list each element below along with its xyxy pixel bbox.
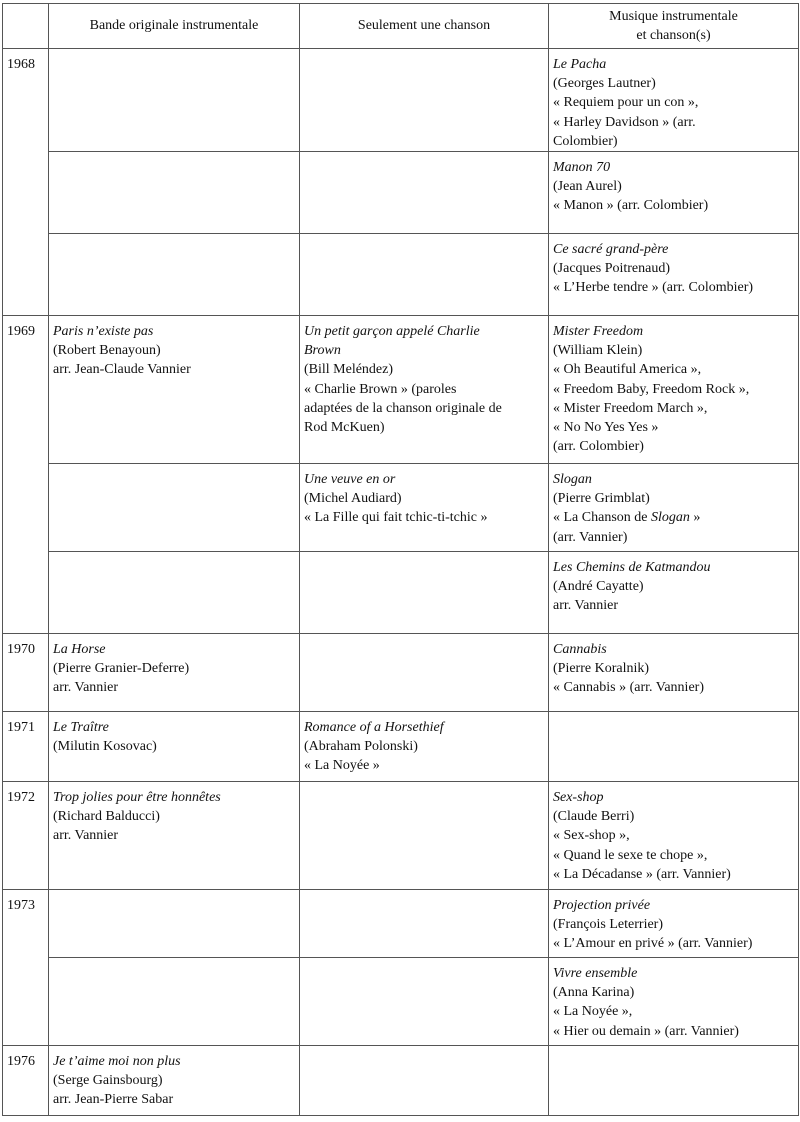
year-cell: 1973 [3,890,49,1046]
year-cell: 1971 [3,712,49,782]
year-cell: 1972 [3,782,49,890]
cell-line: Colombier) [553,133,618,149]
cell-line: (François Leterrier) [553,917,663,933]
header-instrumental: Bande originale instrumentale [49,4,300,49]
cell-line: « Quand le sexe te chope », [553,847,708,863]
instrumental-and-songs-cell [549,958,799,1046]
header-both-line1: Musique instrumentale [609,8,738,24]
cell-line: (Milutin Kosovac) [53,739,157,755]
table-row [3,552,799,634]
cell-line: (Richard Balducci) [53,809,160,825]
header-row [3,4,799,49]
cell-line: arr. Jean-Pierre Sabar [53,1092,174,1108]
header-both [549,4,799,49]
song-only-cell [300,782,549,890]
song-only-cell [300,958,549,1046]
instrumental-and-songs-cell [549,316,799,464]
cell-line: (Georges Lautner) [553,76,656,92]
instrumental-and-songs-cell [549,890,799,958]
film-title: Projection privée [553,898,651,914]
film-title: Je t’aime moi non plus [53,1054,181,1070]
film-title: Romance of a Horsethief [304,720,444,736]
instrumental-cell [49,890,300,958]
film-title: Paris n’existe pas [53,324,154,340]
cell-line: (William Klein) [553,343,643,359]
film-title: Ce sacré grand-père [553,242,669,258]
cell-line: (Pierre Granier-Deferre) [53,661,190,677]
cell-line: « La Noyée » [304,758,380,774]
cell-line: « Freedom Baby, Freedom Rock », [553,381,750,397]
cell-line: (Anna Karina) [553,985,635,1001]
cell-line: « Charlie Brown » (paroles [304,381,457,397]
filmography-table [2,3,799,1116]
cell-line-part: » [689,510,701,526]
year-cell: 1976 [3,1046,49,1116]
table-row [3,634,799,712]
instrumental-and-songs-cell [549,782,799,890]
film-title: Slogan [553,472,592,488]
song-only-cell [300,152,549,234]
header-both-line2: et chanson(s) [636,28,711,43]
song-only-cell [300,712,549,782]
cell-line: (arr. Colombier) [553,439,644,455]
cell-line: « Sex-shop », [553,828,630,844]
instrumental-cell [49,958,300,1046]
cell-line: (Bill Meléndez) [304,362,394,378]
instrumental-and-songs-cell [549,1046,799,1116]
cell-line: « Cannabis » (arr. Vannier) [553,680,704,696]
song-only-cell [300,49,549,152]
instrumental-and-songs-cell [549,152,799,234]
year-cell: 1968 [3,49,49,316]
table-row [3,958,799,1046]
table-row [3,712,799,782]
film-title: Sex-shop [553,790,604,806]
film-title: Un petit garçon appelé Charlie [304,324,480,340]
cell-line: arr. Vannier [53,828,119,844]
film-title: Manon 70 [553,160,611,176]
instrumental-cell [49,634,300,712]
cell-line: arr. Vannier [553,598,619,614]
cell-line: « La Noyée », [553,1004,633,1020]
film-title: Brown [304,343,341,359]
table-row [3,234,799,316]
cell-line: « La Décadanse » (arr. Vannier) [553,866,731,882]
cell-line: « Mister Freedom March », [553,400,708,416]
cell-line: (Michel Audiard) [304,491,402,507]
cell-line: (Claude Berri) [553,809,635,825]
film-title: Le Traître [53,720,109,736]
cell-line: « Hier ou demain » (arr. Vannier) [553,1023,739,1039]
table-row [3,464,799,552]
header-song-only: Seulement une chanson [300,4,549,49]
film-title: Trop jolies pour être honnêtes [53,790,221,806]
cell-line-part: « La Chanson de [553,510,651,526]
instrumental-cell [49,712,300,782]
year-cell: 1969 [3,316,49,634]
table-row [3,1046,799,1116]
song-only-cell [300,634,549,712]
instrumental-and-songs-cell [549,552,799,634]
cell-line: Rod McKuen) [304,420,385,436]
song-only-cell [300,552,549,634]
cell-line: (Jacques Poitrenaud) [553,261,671,277]
film-title: Vivre ensemble [553,966,638,982]
song-only-cell [300,464,549,552]
song-title-italic: Slogan [650,510,690,526]
film-title: La Horse [53,642,106,658]
film-title: Une veuve en or [304,472,396,488]
cell-line: (arr. Vannier) [553,529,628,545]
cell-line: arr. Vannier [53,680,119,696]
instrumental-cell [49,152,300,234]
instrumental-and-songs-cell [549,634,799,712]
table-row [3,316,799,464]
header-year [3,4,49,49]
song-only-cell [300,234,549,316]
cell-line: (Serge Gainsbourg) [53,1073,163,1089]
instrumental-cell [49,1046,300,1116]
film-title: Les Chemins de Katmandou [553,560,711,576]
song-only-cell [300,1046,549,1116]
table-row [3,152,799,234]
cell-line: « Harley Davidson » (arr. [553,114,696,130]
instrumental-cell [49,782,300,890]
instrumental-cell [49,464,300,552]
cell-line: « Manon » (arr. Colombier) [553,198,709,214]
table-row [3,49,799,152]
film-title: Mister Freedom [553,324,644,340]
cell-line: « Requiem pour un con », [553,95,699,111]
cell-line: « Oh Beautiful America », [553,362,702,378]
film-title: Cannabis [553,642,607,658]
instrumental-and-songs-cell [549,234,799,316]
instrumental-cell [49,552,300,634]
cell-line [553,508,796,527]
cell-line: (Robert Benayoun) [53,343,161,359]
instrumental-and-songs-cell [549,464,799,552]
song-only-cell [300,316,549,464]
cell-line: « L’Amour en privé » (arr. Vannier) [553,936,753,952]
instrumental-cell [49,49,300,152]
cell-line: adaptées de la chanson originale de [304,400,502,416]
cell-line: (Jean Aurel) [553,179,622,195]
cell-line: « L’Herbe tendre » (arr. Colombier) [553,280,754,296]
instrumental-cell [49,234,300,316]
table-row [3,890,799,958]
cell-line: « La Fille qui fait tchic-ti-tchic » [304,510,488,526]
film-title: Le Pacha [553,57,607,72]
cell-line: arr. Jean-Claude Vannier [53,362,191,378]
cell-line: (Pierre Koralnik) [553,661,650,677]
instrumental-and-songs-cell [549,49,799,152]
cell-line: (Pierre Grimblat) [553,491,650,507]
cell-line: « No No Yes Yes » [553,420,659,436]
instrumental-cell [49,316,300,464]
cell-line: (André Cayatte) [553,579,644,595]
instrumental-and-songs-cell [549,712,799,782]
cell-line: (Abraham Polonski) [304,739,418,755]
song-only-cell [300,890,549,958]
year-cell: 1970 [3,634,49,712]
table-row [3,782,799,890]
